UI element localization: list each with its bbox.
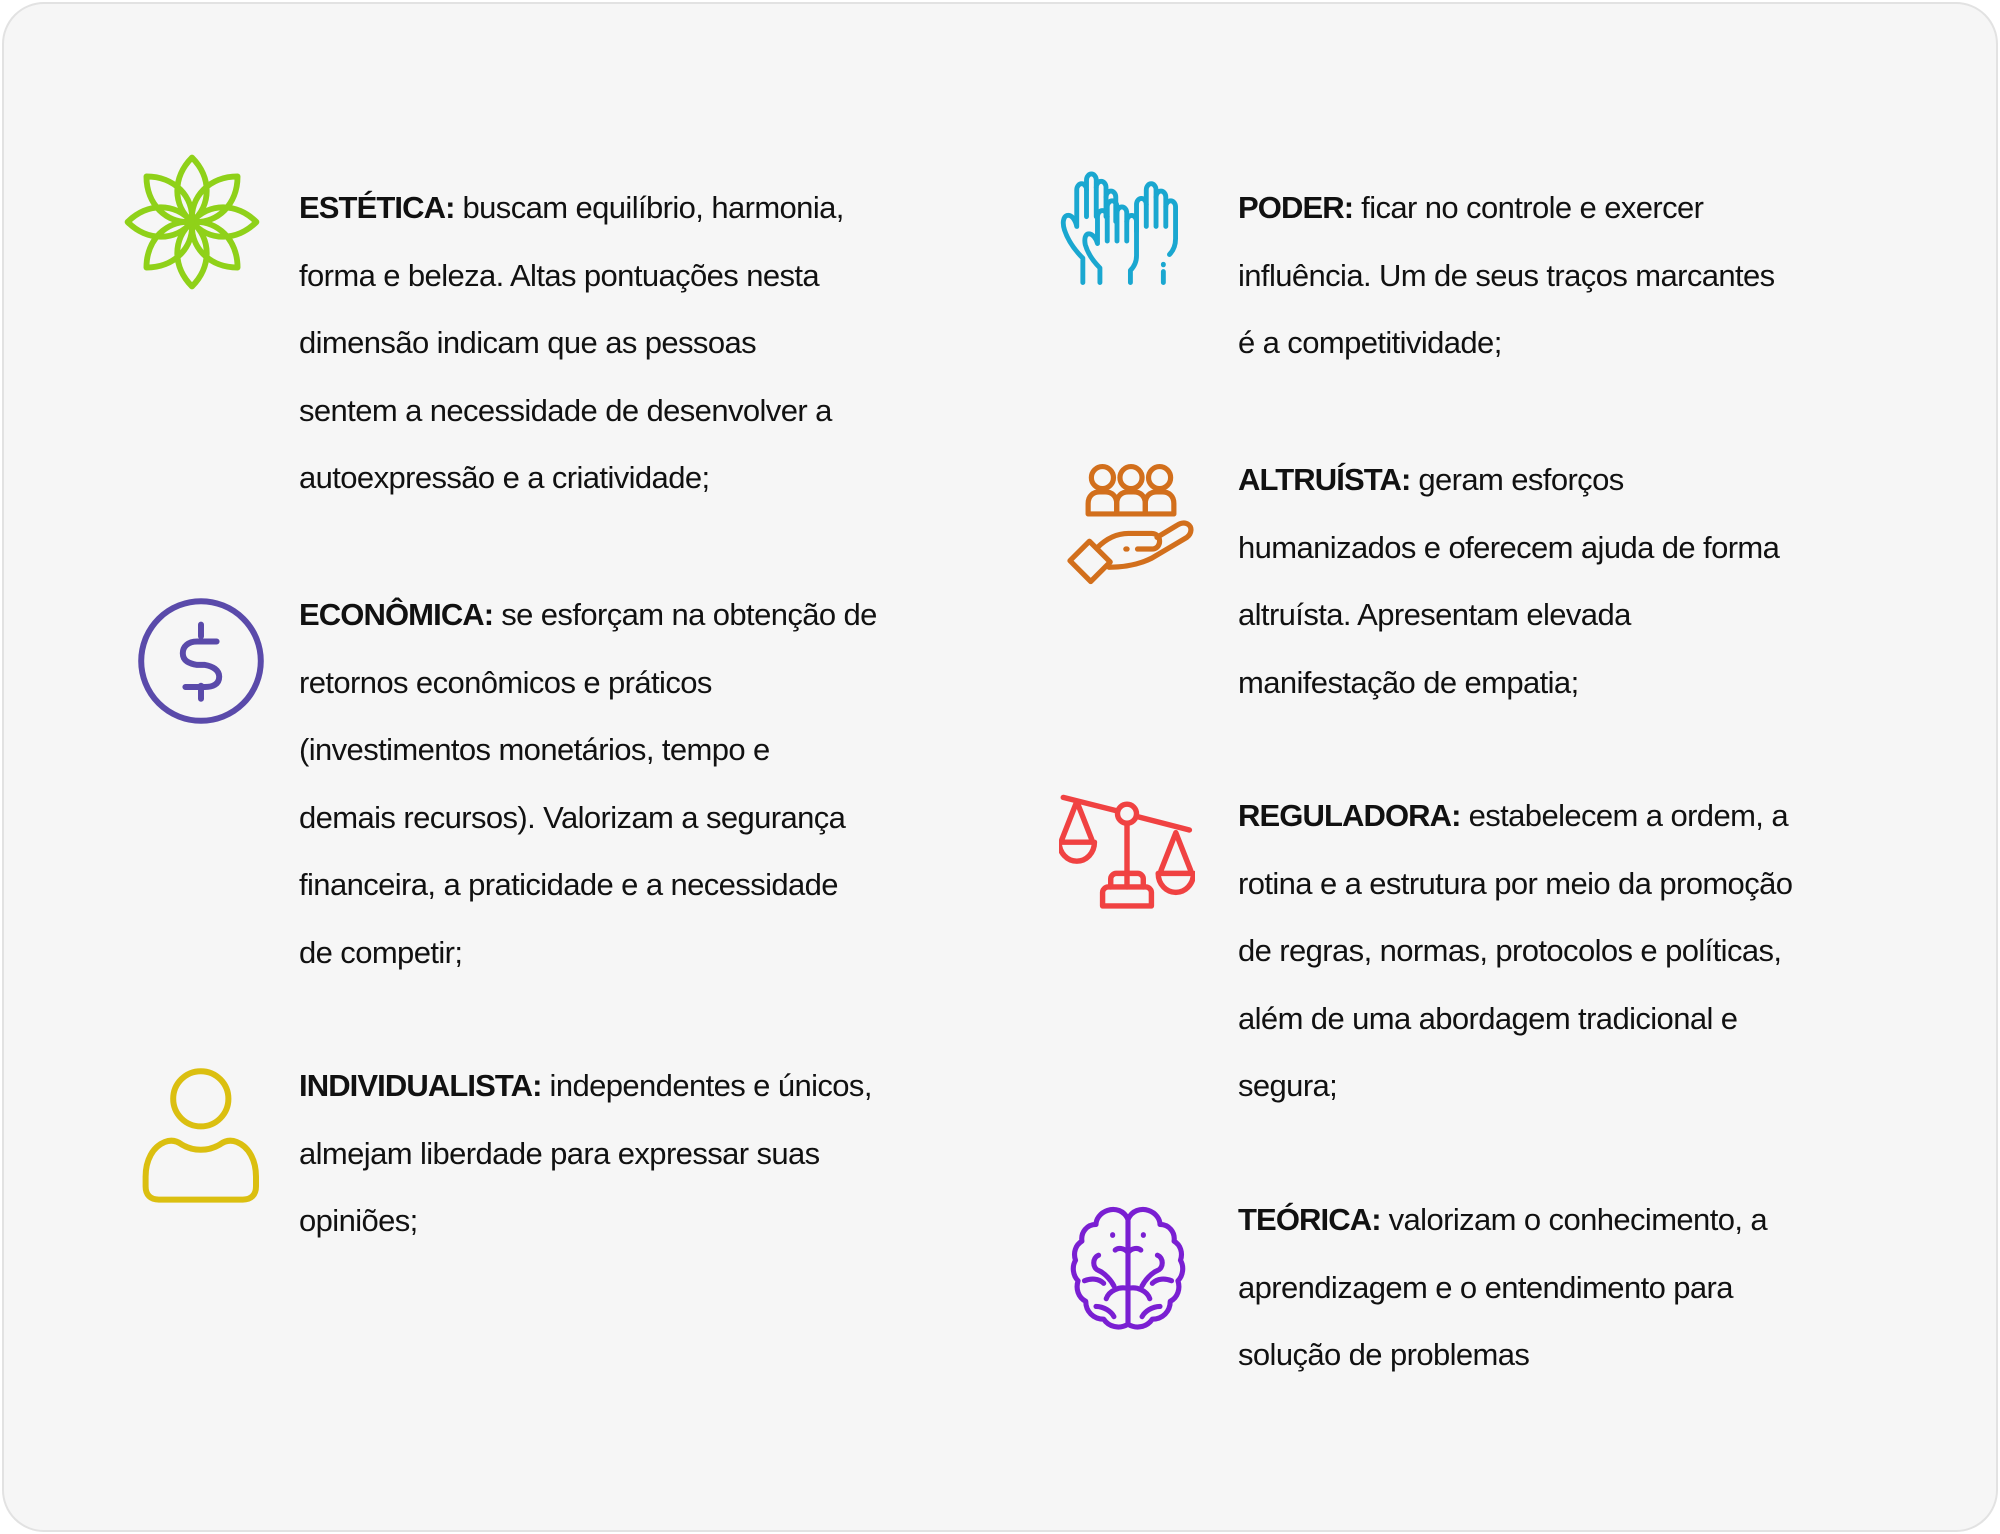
individualista-description: INDIVIDUALISTA: independentes e únicos, almejam liberdade para expressar suas opiniões; — [299, 1068, 872, 1239]
economica-label: ECONÔMICA: — [299, 597, 494, 632]
raised-hands-icon — [1056, 162, 1178, 286]
reguladora-description: REGULADORA: estabelecem a ordem, a rotina e a estrutura por meio da promoção de regras, normas, protocolos e políticas, além de uma abordagem tradicional e segura; — [1238, 798, 1793, 1104]
flower-icon — [122, 152, 262, 292]
balance-scale-icon — [1059, 792, 1195, 910]
poder-label: PODER: — [1238, 190, 1354, 225]
altruista-description: ALTRUÍSTA: geram esforços humanizados e oferecem ajuda de forma altruísta. Apresentam elevada manifestação de empatia; — [1238, 462, 1780, 700]
poder-description: PODER: ficar no controle e exercer influência. Um de seus traços marcantes é a competitividade; — [1238, 190, 1775, 361]
reguladora-label: REGULADORA: — [1238, 798, 1461, 833]
economica-description: ECONÔMICA: se esforçam na obtenção de retornos econômicos e práticos (investimentos monetários, tempo e demais recursos). Valorizam a segurança financeira, a praticidade e a necessidade de competir; — [299, 597, 877, 970]
estetica-label: ESTÉTICA: — [299, 190, 455, 225]
values-card — [2, 2, 1998, 1532]
helping-hand-people-icon — [1066, 462, 1196, 588]
user-icon — [142, 1066, 262, 1206]
individualista-label: INDIVIDUALISTA: — [299, 1068, 542, 1103]
altruista-label: ALTRUÍSTA: — [1238, 462, 1411, 497]
brain-icon — [1070, 1204, 1186, 1332]
teorica-description: TEÓRICA: valorizam o conhecimento, a aprendizagem e o entendimento para solução de problemas — [1238, 1202, 1768, 1373]
teorica-label: TEÓRICA: — [1238, 1202, 1381, 1237]
estetica-description: ESTÉTICA: buscam equilíbrio, harmonia, forma e beleza. Altas pontuações nesta dimensão indicam que as pessoas sentem a necessidade de desenvolver a autoexpressão e a criatividade; — [299, 190, 844, 496]
dollar-circle-icon — [136, 596, 266, 726]
